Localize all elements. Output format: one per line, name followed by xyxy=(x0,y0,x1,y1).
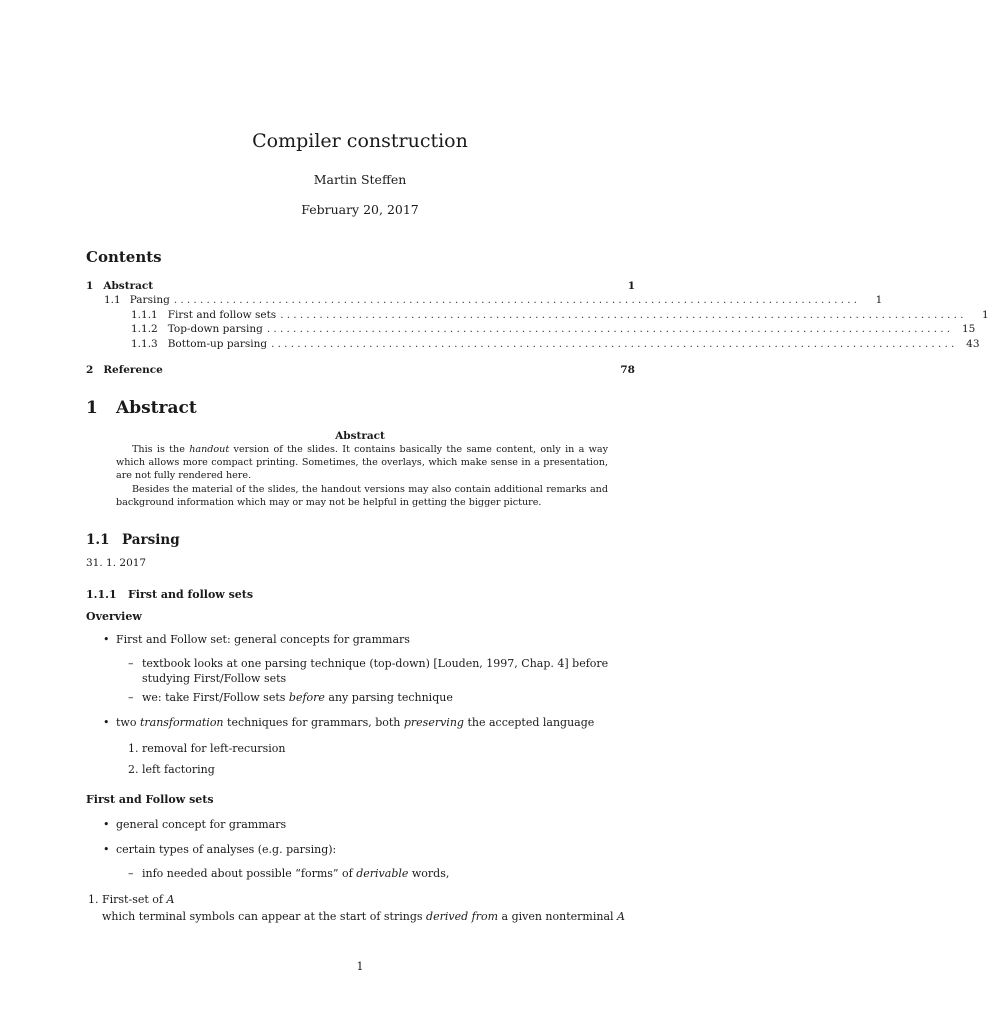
bullet-icon: • xyxy=(103,716,110,729)
list-item: removal for left-recursion xyxy=(142,742,286,755)
list-item-text: info needed about possible “forms” of xyxy=(142,867,357,880)
toc-entry-label: Reference xyxy=(103,364,163,376)
enum-marker: 2. xyxy=(128,763,139,776)
dash-icon: – xyxy=(128,657,134,670)
toc-entry-label: First and follow sets xyxy=(167,309,277,321)
bullet-icon: • xyxy=(103,633,110,646)
toc-leader: ......................................................................................................... xyxy=(173,294,861,306)
subsection-date: 31. 1. 2017 xyxy=(86,557,147,569)
document-date: February 20, 2017 xyxy=(301,202,419,217)
abstract-body xyxy=(116,443,608,509)
math-variable: A xyxy=(617,910,625,923)
list-item-emphasis: transformation xyxy=(139,716,224,729)
list-item-text: which terminal symbols can appear at the start of strings xyxy=(102,910,427,923)
toc-leader: ......................................................................................................... xyxy=(280,309,967,321)
toc-entry[interactable] xyxy=(86,337,980,352)
toc-entry-number: 1.1.2 xyxy=(131,323,158,335)
list-item: First and Follow set: general concepts for grammars xyxy=(116,633,410,646)
section-number: 1 xyxy=(86,398,98,418)
subsection-number: 1.1 xyxy=(86,532,110,548)
math-variable: A xyxy=(166,893,175,906)
list-item: left factoring xyxy=(142,763,215,776)
toc-entry-number: 1.1.1 xyxy=(131,309,158,321)
list-item-text: First-set of xyxy=(102,893,167,906)
abstract-text: This is the xyxy=(132,444,190,455)
abstract-paragraph xyxy=(116,443,608,483)
abstract-text: version of the slides. It contains basically the same content, only in a way which allows more compact printing. Sometimes, the overlays, which make sense in a presentation, are not fully rendered here. xyxy=(116,444,609,482)
toc-entry-number: 2 xyxy=(86,364,94,376)
toc-entry[interactable] xyxy=(86,363,635,378)
list-item-text: two xyxy=(116,716,140,729)
toc-entry-page: 15 xyxy=(961,323,976,335)
paragraph-heading-overview: Overview xyxy=(86,610,142,623)
list-item-text: a given nonterminal xyxy=(498,910,618,923)
toc-entry-label: Top-down parsing xyxy=(167,323,263,335)
list-item-emphasis: derived from xyxy=(426,910,499,923)
list-item-text: the accepted language xyxy=(463,716,595,729)
subsubsection-heading xyxy=(86,588,253,601)
enum-marker: 1. xyxy=(88,893,99,906)
abstract-emphasis: handout xyxy=(189,444,230,455)
list-item-text: any parsing technique xyxy=(324,691,453,704)
toc-leader: ......................................................................................................... xyxy=(266,323,954,335)
list-item-emphasis: preserving xyxy=(403,716,464,729)
list-item xyxy=(116,715,636,730)
abstract-heading: Abstract xyxy=(335,430,385,442)
list-item-emphasis: derivable xyxy=(356,867,409,880)
toc-entry-label: Parsing xyxy=(129,294,170,306)
list-item-description xyxy=(102,909,638,924)
toc-entry-number: 1 xyxy=(86,280,94,292)
list-item: general concept for grammars xyxy=(116,818,287,831)
bullet-icon: • xyxy=(103,818,110,831)
toc-entry-label: Abstract xyxy=(103,280,154,292)
toc-entry[interactable] xyxy=(86,322,976,337)
toc-entry-number: 1.1 xyxy=(104,294,121,306)
abstract-paragraph: Besides the material of the slides, the handout versions may also contain additional remarks and background information which may or may not be helpful in getting the bigger picture. xyxy=(116,483,608,508)
toc-entry[interactable] xyxy=(86,293,883,308)
dash-icon: – xyxy=(128,691,134,704)
toc-entry[interactable] xyxy=(86,279,635,294)
document-author: Martin Steffen xyxy=(313,172,407,187)
toc-entry-number: 1.1.3 xyxy=(131,338,158,350)
toc-entry-label: Bottom-up parsing xyxy=(167,338,268,350)
list-item-text: words, xyxy=(408,867,450,880)
list-item-emphasis: before xyxy=(288,691,325,704)
bullet-icon: • xyxy=(103,843,110,856)
list-item xyxy=(142,690,638,705)
toc-entry-page: 1 xyxy=(981,309,989,321)
list-item xyxy=(142,866,638,881)
contents-heading: Contents xyxy=(86,248,162,266)
toc-entry-page: 1 xyxy=(875,294,883,306)
subsection-title: Parsing xyxy=(122,532,180,548)
page-number: 1 xyxy=(356,960,364,973)
toc-entry-page: 1 xyxy=(627,280,635,292)
subsubsection-number: 1.1.1 xyxy=(86,588,117,601)
list-item-text: we: take First/Follow sets xyxy=(142,691,289,704)
subsubsection-title: First and follow sets xyxy=(128,588,254,601)
subsection-heading xyxy=(86,532,180,548)
list-item xyxy=(102,892,174,907)
toc-entry-page: 43 xyxy=(966,338,980,350)
enum-marker: 1. xyxy=(128,742,139,755)
list-item: textbook looks at one parsing technique (top-down) [Louden, 1997, Chap. 4] before studying First/Follow sets xyxy=(142,657,609,685)
toc-leader: ......................................................................................................... xyxy=(271,338,958,350)
document-title: Compiler construction xyxy=(252,130,468,152)
toc-entry-page: 78 xyxy=(620,364,635,376)
dash-icon: – xyxy=(128,867,134,880)
list-item: certain types of analyses (e.g. parsing): xyxy=(116,843,337,856)
toc-entry[interactable] xyxy=(86,308,989,323)
paragraph-heading-first-follow: First and Follow sets xyxy=(86,793,214,806)
section-heading xyxy=(86,398,197,418)
section-title: Abstract xyxy=(116,398,197,418)
list-item-text: techniques for grammars, both xyxy=(223,716,404,729)
